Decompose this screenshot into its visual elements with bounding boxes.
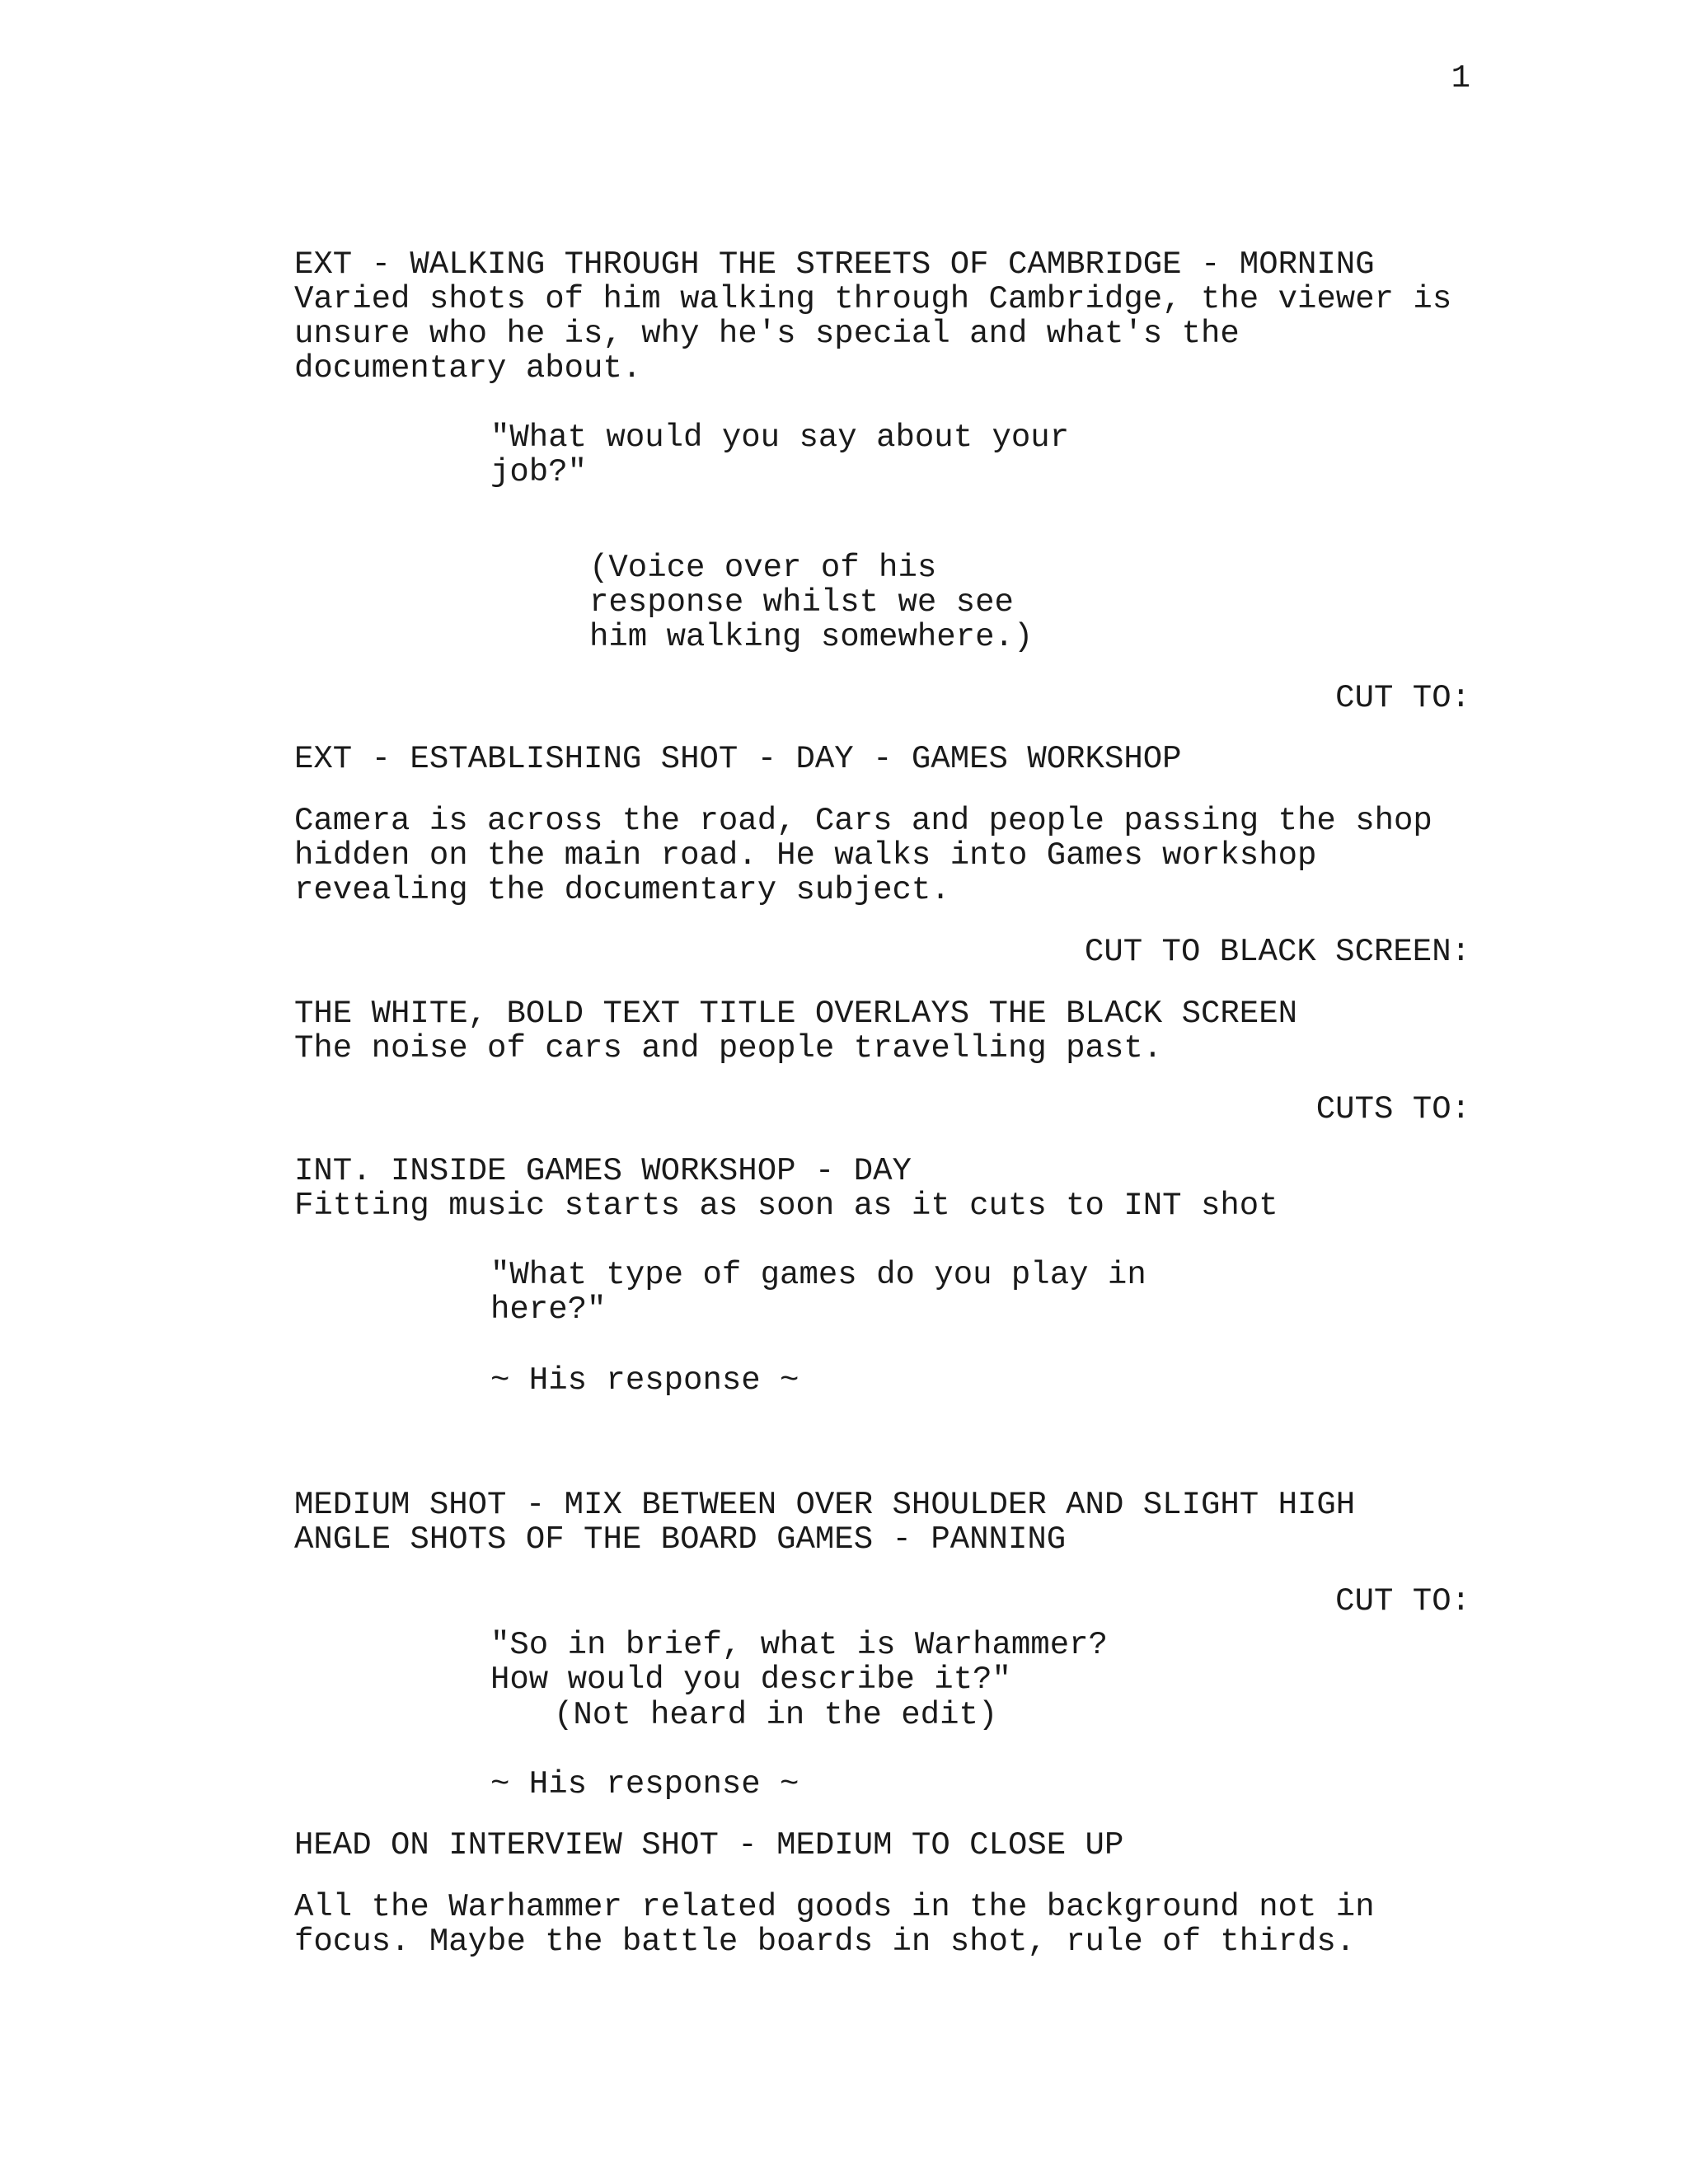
- action-line: The noise of cars and people travelling past.: [294, 1030, 1163, 1066]
- scene-heading: HEAD ON INTERVIEW SHOT - MEDIUM TO CLOSE UP: [294, 1827, 1124, 1863]
- transition: CUTS TO:: [1315, 1091, 1470, 1127]
- response-line: ~ His response ~: [490, 1766, 799, 1802]
- scene-heading: ANGLE SHOTS OF THE BOARD GAMES - PANNING: [294, 1521, 1067, 1558]
- transition: CUT TO BLACK SCREEN:: [1084, 934, 1470, 970]
- parenthetical-line: response whilst we see: [589, 584, 1014, 621]
- action-line: documentary about.: [294, 350, 642, 387]
- action-line: All the Warhammer related goods in the background not in: [294, 1889, 1375, 1925]
- scene-heading: THE WHITE, BOLD TEXT TITLE OVERLAYS THE BLACK SCREEN: [294, 996, 1297, 1032]
- dialogue-line: here?": [490, 1291, 607, 1328]
- parenthetical-line: (Not heard in the edit): [554, 1697, 998, 1733]
- parenthetical-line: (Voice over of his: [589, 550, 937, 586]
- action-line: Varied shots of him walking through Cambridge, the viewer is: [294, 281, 1452, 317]
- scene-heading: EXT - ESTABLISHING SHOT - DAY - GAMES WORKSHOP: [294, 741, 1182, 777]
- dialogue-line: How would you describe it?": [490, 1661, 1011, 1698]
- action-line: hidden on the main road. He walks into Games workshop: [294, 837, 1317, 874]
- dialogue-line: job?": [490, 454, 588, 490]
- scene-heading: MEDIUM SHOT - MIX BETWEEN OVER SHOULDER AND SLIGHT HIGH: [294, 1487, 1356, 1523]
- action-line: Camera is across the road, Cars and people passing the shop: [294, 803, 1432, 839]
- action-line: focus. Maybe the battle boards in shot, rule of thirds.: [294, 1924, 1356, 1960]
- scene-heading: EXT - WALKING THROUGH THE STREETS OF CAMBRIDGE - MORNING: [294, 246, 1375, 283]
- transition: CUT TO:: [1335, 680, 1470, 716]
- page-number: 1: [1451, 60, 1470, 96]
- dialogue-line: "So in brief, what is Warhammer?: [490, 1627, 1108, 1663]
- response-line: ~ His response ~: [490, 1362, 799, 1399]
- transition: CUT TO:: [1335, 1583, 1470, 1619]
- dialogue-line: "What type of games do you play in: [490, 1257, 1146, 1293]
- action-line: unsure who he is, why he's special and what's the: [294, 316, 1240, 352]
- scene-heading: INT. INSIDE GAMES WORKSHOP - DAY: [294, 1153, 912, 1189]
- action-line: revealing the documentary subject.: [294, 872, 950, 908]
- dialogue-line: "What would you say about your: [490, 419, 1070, 456]
- action-line: Fitting music starts as soon as it cuts to INT shot: [294, 1188, 1278, 1224]
- parenthetical-line: him walking somewhere.): [589, 619, 1034, 655]
